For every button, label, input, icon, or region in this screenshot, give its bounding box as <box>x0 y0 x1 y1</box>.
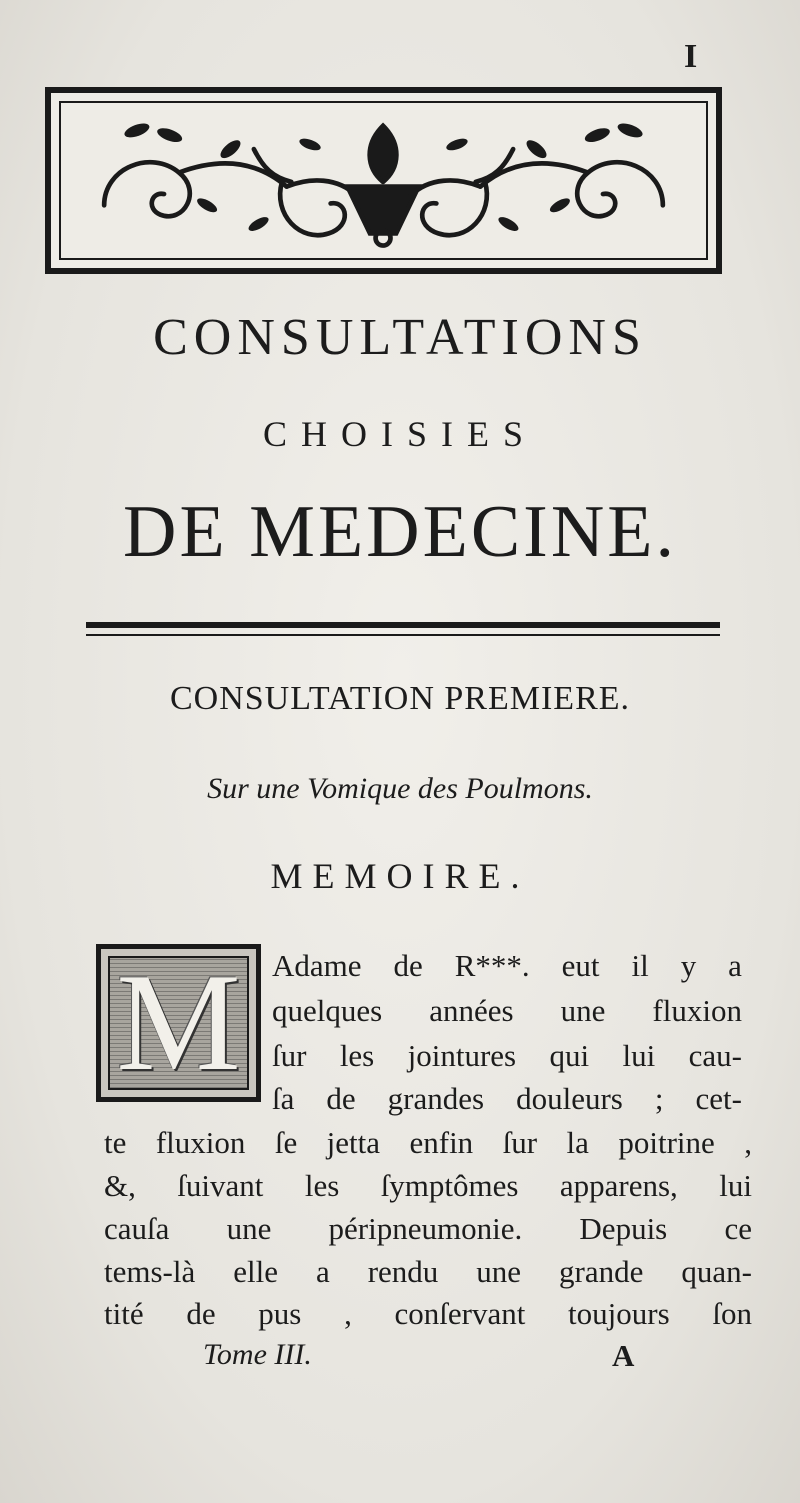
word: ce <box>724 1211 752 1246</box>
text-line <box>104 1127 752 1158</box>
word: jointures <box>407 1038 517 1073</box>
word: tité <box>104 1296 144 1331</box>
word: de <box>393 948 423 983</box>
title-line-2: CHOISIES <box>262 414 538 454</box>
word: R***. <box>454 948 530 983</box>
text-line <box>272 950 742 981</box>
word: &, <box>104 1168 136 1203</box>
word: grandes <box>387 1081 485 1116</box>
consultation-heading: CONSULTATION PREMIERE. <box>169 680 631 717</box>
word: ſuivant <box>177 1168 264 1203</box>
decorative-headpiece <box>45 87 722 274</box>
word: pus <box>258 1296 302 1331</box>
word: Depuis <box>579 1211 668 1246</box>
word: une <box>560 993 606 1028</box>
text-line <box>104 1256 752 1287</box>
word: quelques <box>272 993 383 1028</box>
word: une <box>476 1254 522 1289</box>
word: cet- <box>695 1081 742 1116</box>
title-line-3: DE MEDECINE. <box>123 491 677 573</box>
memoire-heading: MEMOIRE. <box>270 856 530 896</box>
word: tems-là <box>104 1254 196 1289</box>
word: péripneumonie. <box>328 1211 523 1246</box>
word: une <box>226 1211 272 1246</box>
word: ſymptômes <box>380 1168 519 1203</box>
text-line <box>272 1040 742 1071</box>
word: , <box>744 1125 752 1160</box>
text-line <box>104 1298 752 1329</box>
word: les <box>339 1038 375 1073</box>
word: ſe <box>274 1125 298 1160</box>
word: conſervant <box>394 1296 526 1331</box>
word: la <box>566 1125 589 1160</box>
double-rule-thick <box>86 622 720 628</box>
word: ; <box>654 1081 664 1116</box>
word: elle <box>233 1254 278 1289</box>
floral-scroll-ornament <box>51 93 716 268</box>
word: Adame <box>272 948 362 983</box>
consultation-subtitle: Sur une Vomique des Poulmons. <box>207 772 593 805</box>
word: lui <box>622 1038 656 1073</box>
word: rendu <box>367 1254 439 1289</box>
word: cauſa <box>104 1211 170 1246</box>
word: ſur <box>502 1125 538 1160</box>
word: jetta <box>326 1125 381 1160</box>
drop-cap-letter: M <box>116 945 241 1100</box>
word: douleurs <box>516 1081 623 1116</box>
text-line <box>272 995 742 1026</box>
word: fluxion <box>652 993 742 1028</box>
word: eut <box>561 948 600 983</box>
word: a <box>315 1254 330 1289</box>
word: de <box>186 1296 216 1331</box>
word: il <box>631 948 649 983</box>
word: grande <box>559 1254 644 1289</box>
word: ſon <box>712 1296 752 1331</box>
word: apparens, <box>559 1168 678 1203</box>
text-line <box>272 1083 742 1114</box>
text-line <box>104 1213 752 1244</box>
word: fluxion <box>155 1125 246 1160</box>
word: lui <box>719 1168 752 1203</box>
double-rule-thin <box>86 634 720 636</box>
word: toujours <box>568 1296 670 1331</box>
volume-label: Tome III. <box>203 1338 312 1371</box>
word: , <box>344 1296 352 1331</box>
word: poitrine <box>618 1125 715 1160</box>
word: cau- <box>688 1038 742 1073</box>
word: te <box>104 1125 127 1160</box>
word: enfin <box>409 1125 474 1160</box>
title-line-1: CONSULTATIONS <box>153 309 647 366</box>
word: quan- <box>681 1254 752 1289</box>
word: les <box>304 1168 340 1203</box>
word: de <box>326 1081 356 1116</box>
word: y <box>680 948 697 983</box>
word: ſur <box>272 1038 307 1073</box>
word: qui <box>549 1038 590 1073</box>
word: ſa <box>272 1081 295 1116</box>
drop-cap <box>96 944 261 1102</box>
gathering-signature: A <box>612 1338 635 1373</box>
word: a <box>728 948 742 983</box>
word: années <box>429 993 514 1028</box>
signature-mark: I <box>684 38 698 75</box>
text-line <box>104 1170 752 1201</box>
